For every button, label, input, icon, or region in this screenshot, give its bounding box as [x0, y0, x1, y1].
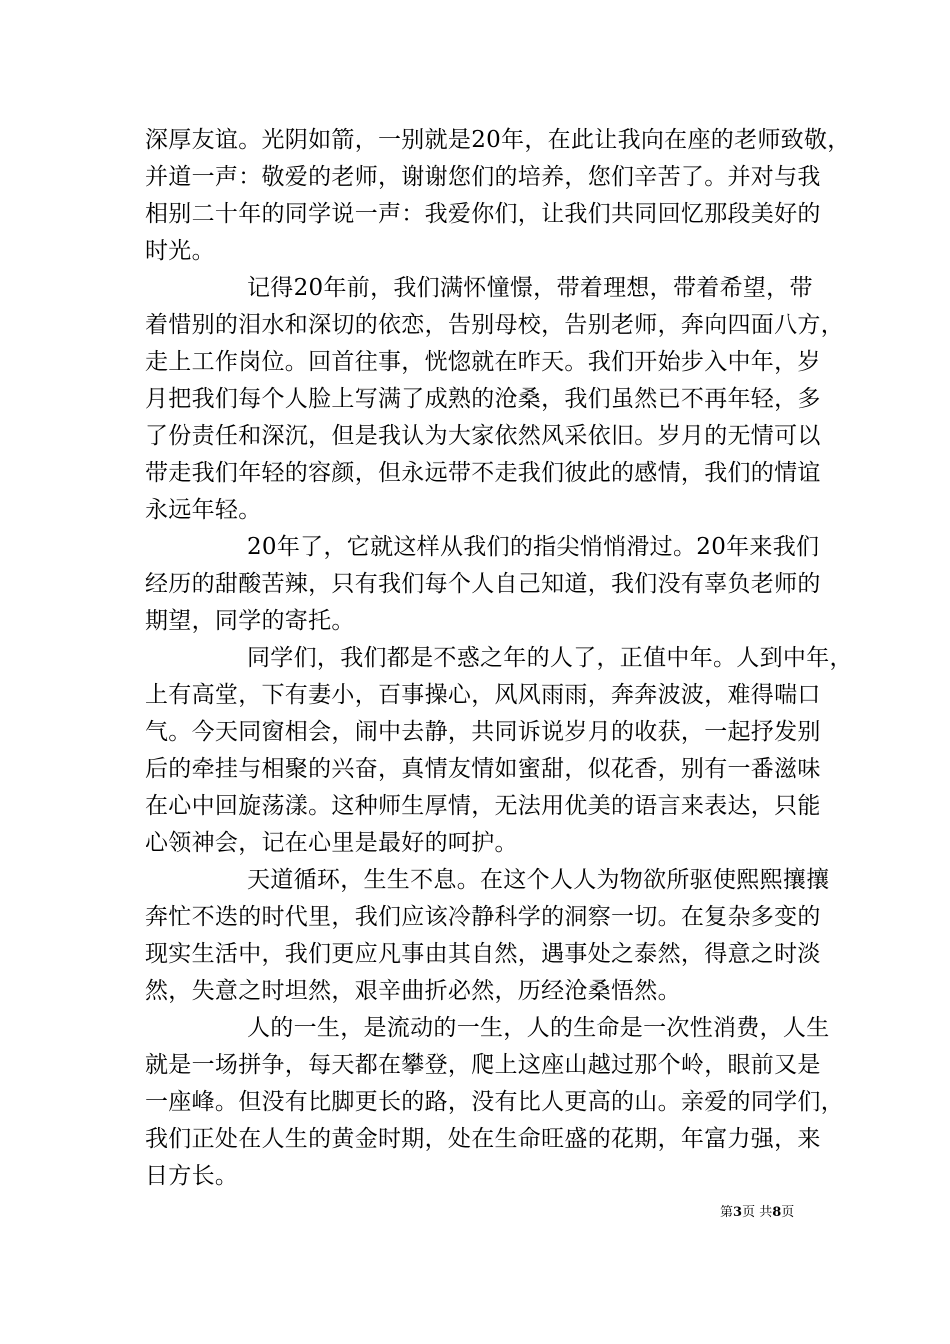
paragraph-5-line-2: 奔忙不迭的时代里，我们应该冷静科学的洞察一切。在复杂多变的	[145, 904, 821, 930]
page-number-footer	[720, 1204, 794, 1222]
paragraph-2-line-4: 月把我们每个人脸上写满了成熟的沧桑，我们虽然已不再年轻，多	[145, 386, 821, 412]
paragraph-2-line-1: 记得20年前，我们满怀憧憬，带着理想，带着希望，带	[247, 275, 813, 301]
paragraph-4-line-4: 后的牵挂与相聚的兴奋，真情友情如蜜甜，似花香，别有一番滋味	[145, 756, 821, 782]
total-page-number: 8	[772, 1205, 782, 1220]
paragraph-2-line-5: 了份责任和深沉，但是我认为大家依然风采依旧。岁月的无情可以	[145, 423, 821, 449]
paragraph-6-line-5: 日方长。	[145, 1163, 239, 1189]
paragraph-6-line-4: 我们正处在人生的黄金时期，处在生命旺盛的花期，年富力强，来	[145, 1126, 821, 1152]
paragraph-6-line-2: 就是一场拼争，每天都在攀登，爬上这座山越过那个岭，眼前又是	[145, 1052, 821, 1078]
paragraph-4-line-3: 气。今天同窗相会，闹中去静，共同诉说岁月的收获，一起抒发别	[145, 719, 821, 745]
paragraph-4-line-1: 同学们，我们都是不惑之年的人了，正值中年。人到中年，	[247, 645, 853, 671]
paragraph-6-line-3: 一座峰。但没有比脚更长的路，没有比人更高的山。亲爱的同学们，	[145, 1089, 844, 1115]
page-suffix: 页	[781, 1205, 795, 1220]
paragraph-1-line-1: 深厚友谊。光阴如箭，一别就是20年，在此让我向在座的老师致敬，	[145, 127, 851, 153]
paragraph-2-line-6: 带走我们年轻的容颜，但永远带不走我们彼此的感情，我们的情谊	[145, 460, 821, 486]
paragraph-5-line-1: 天道循环，生生不息。在这个人人为物欲所驱使熙熙攘攘	[247, 867, 830, 893]
current-page-number: 3	[733, 1205, 743, 1220]
page-prefix: 第	[720, 1205, 734, 1220]
paragraph-4-line-6: 心领神会，记在心里是最好的呵护。	[145, 830, 518, 856]
paragraph-2-line-2: 着惜别的泪水和深切的依恋，告别母校，告别老师，奔向四面八方，	[145, 312, 844, 338]
paragraph-1-line-4: 时光。	[145, 238, 215, 264]
paragraph-5-line-4: 然，失意之时坦然，艰辛曲折必然，历经沧桑悟然。	[145, 978, 681, 1004]
page-mid: 页 共	[742, 1205, 773, 1220]
paragraph-4-line-5: 在心中回旋荡漾。这种师生厚情，无法用优美的语言来表达，只能	[145, 793, 821, 819]
paragraph-1-line-3: 相别二十年的同学说一声：我爱你们，让我们共同回忆那段美好的	[145, 201, 821, 227]
paragraph-6-line-1: 人的一生，是流动的一生，人的生命是一次性消费，人生	[247, 1015, 830, 1041]
paragraph-3-line-1: 20年了，它就这样从我们的指尖悄悄滑过。20年来我们	[247, 534, 820, 560]
paragraph-2-line-3: 走上工作岗位。回首往事，恍惚就在昨天。我们开始步入中年，岁	[145, 349, 821, 375]
paragraph-1-line-2: 并道一声：敬爱的老师，谢谢您们的培养，您们辛苦了。并对与我	[145, 164, 821, 190]
paragraph-2-line-7: 永远年轻。	[145, 497, 262, 523]
paragraph-3-line-2: 经历的甜酸苦辣，只有我们每个人自己知道，我们没有辜负老师的	[145, 571, 821, 597]
paragraph-4-line-2: 上有高堂，下有妻小，百事操心，风风雨雨，奔奔波波，难得喘口	[145, 682, 821, 708]
paragraph-5-line-3: 现实生活中，我们更应凡事由其自然，遇事处之泰然，得意之时淡	[145, 941, 821, 967]
paragraph-3-line-3: 期望，同学的寄托。	[145, 608, 355, 634]
